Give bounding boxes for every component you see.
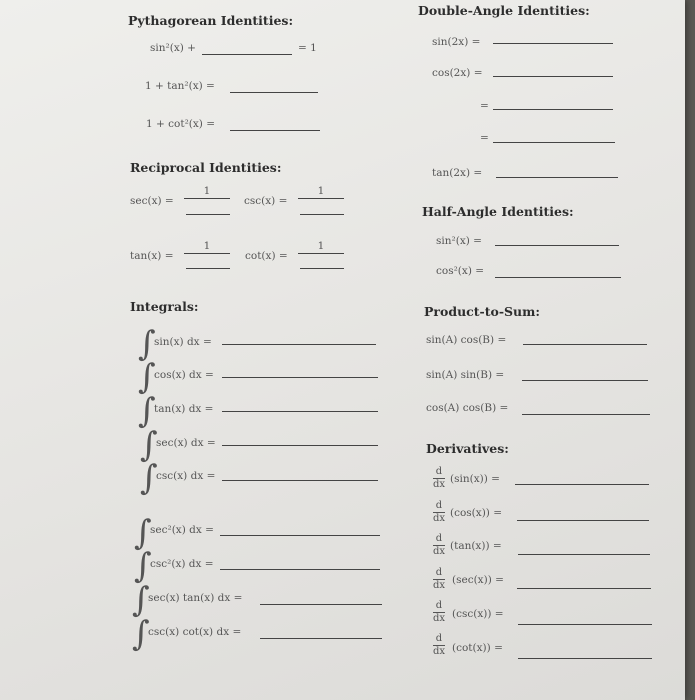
- reciprocal-tan-denominator-blank[interactable]: [186, 268, 230, 269]
- reciprocal-cot-numerator: 1: [298, 240, 344, 254]
- derivative-d: d: [433, 633, 445, 646]
- half-angle-sin-label: sin²(x) =: [436, 235, 482, 247]
- derivative-dx: dx: [433, 479, 446, 490]
- integral-tan-blank[interactable]: [222, 411, 378, 412]
- product-sin-sin-blank[interactable]: [522, 380, 648, 381]
- derivative-operator: [433, 466, 445, 491]
- derivatives-heading: Derivatives:: [426, 441, 509, 456]
- double-angle-sin-blank[interactable]: [493, 43, 613, 44]
- derivative-d: d: [433, 567, 445, 580]
- pythagorean-tan-blank[interactable]: [230, 92, 318, 93]
- reciprocal-sec-fraction: [184, 185, 230, 199]
- integral-sec-squared-label: sec²(x) dx =: [150, 524, 214, 536]
- integral-sec-label: sec(x) dx =: [156, 437, 216, 449]
- product-cos-cos-blank[interactable]: [522, 414, 650, 415]
- derivative-dx: dx: [433, 546, 446, 557]
- integral-cos-label: cos(x) dx =: [154, 369, 214, 381]
- integral-sign-icon: ∫: [140, 458, 158, 498]
- double-angle-cos-alt1-equals: =: [480, 100, 489, 112]
- derivative-tan-label: (tan(x)) =: [450, 540, 502, 552]
- reciprocal-tan-numerator: 1: [184, 240, 230, 254]
- derivative-operator: [433, 567, 445, 592]
- integral-sign-icon: ∫: [132, 614, 150, 654]
- derivative-cos-label: (cos(x)) =: [450, 507, 503, 519]
- derivative-cos-blank[interactable]: [517, 520, 649, 521]
- half-angle-sin-blank[interactable]: [495, 245, 619, 246]
- derivative-operator: [433, 633, 445, 658]
- integral-sign-icon: ∫: [134, 513, 152, 553]
- pythagorean-tan-label: 1 + tan²(x) =: [145, 80, 215, 92]
- reciprocal-tan-fraction: [184, 240, 230, 254]
- derivative-csc-blank[interactable]: [518, 624, 652, 625]
- integral-sign-icon: ∫: [138, 324, 156, 364]
- double-angle-cos-label: cos(2x) =: [432, 67, 483, 79]
- reciprocal-csc-label: csc(x) =: [244, 195, 288, 207]
- reciprocal-csc-fraction: [298, 185, 344, 199]
- double-angle-heading: Double-Angle Identities:: [418, 3, 590, 18]
- derivative-cot-label: (cot(x)) =: [452, 642, 503, 654]
- half-angle-heading: Half-Angle Identities:: [422, 204, 574, 219]
- double-angle-cos-alt1-blank[interactable]: [493, 109, 613, 110]
- derivative-sin-blank[interactable]: [515, 484, 649, 485]
- integral-sign-icon: ∫: [138, 391, 156, 431]
- integral-csc-cot-label: csc(x) cot(x) dx =: [148, 626, 242, 638]
- derivative-d: d: [433, 600, 445, 613]
- pythagorean-heading: Pythagorean Identities:: [128, 13, 294, 28]
- derivative-sin-label: (sin(x)) =: [450, 473, 500, 485]
- integral-tan-label: tan(x) dx =: [154, 403, 214, 415]
- integrals-heading: Integrals:: [130, 299, 199, 314]
- integral-csc-blank[interactable]: [222, 480, 378, 481]
- reciprocal-sec-numerator: 1: [184, 185, 230, 199]
- integral-sign-icon: ∫: [132, 580, 150, 620]
- pythagorean-cot-blank[interactable]: [230, 130, 320, 131]
- reciprocal-cot-denominator-blank[interactable]: [300, 268, 344, 269]
- product-to-sum-heading: Product-to-Sum:: [424, 304, 540, 319]
- derivative-operator: [433, 500, 445, 525]
- reciprocal-tan-label: tan(x) =: [130, 250, 174, 262]
- integral-sign-icon: ∫: [134, 546, 152, 586]
- reciprocal-csc-numerator: 1: [298, 185, 344, 199]
- integral-csc-squared-blank[interactable]: [220, 569, 380, 570]
- derivative-dx: dx: [433, 580, 446, 591]
- integral-sin-blank[interactable]: [222, 344, 376, 345]
- half-angle-cos-blank[interactable]: [495, 277, 621, 278]
- derivative-d: d: [433, 466, 445, 479]
- integral-sign-icon: ∫: [140, 425, 158, 465]
- derivative-d: d: [433, 500, 445, 513]
- product-sin-sin-label: sin(A) sin(B) =: [426, 369, 505, 381]
- reciprocal-csc-denominator-blank[interactable]: [300, 214, 344, 215]
- derivative-d: d: [433, 533, 445, 546]
- derivative-dx: dx: [433, 513, 446, 524]
- derivative-csc-label: (csc(x)) =: [452, 608, 504, 620]
- integral-cos-blank[interactable]: [222, 377, 378, 378]
- integral-sin-label: sin(x) dx =: [154, 336, 212, 348]
- double-angle-cos-alt2-blank[interactable]: [493, 142, 615, 143]
- product-sin-cos-blank[interactable]: [523, 344, 647, 345]
- integral-csc-label: csc(x) dx =: [156, 470, 216, 482]
- reciprocal-heading: Reciprocal Identities:: [130, 160, 282, 175]
- integral-sec-tan-blank[interactable]: [260, 604, 382, 605]
- integral-sec-blank[interactable]: [222, 445, 378, 446]
- product-cos-cos-label: cos(A) cos(B) =: [426, 402, 509, 414]
- reciprocal-cot-label: cot(x) =: [245, 250, 288, 262]
- derivative-operator: [433, 600, 445, 625]
- reciprocal-sec-label: sec(x) =: [130, 195, 174, 207]
- integral-sec-tan-label: sec(x) tan(x) dx =: [148, 592, 243, 604]
- double-angle-tan-label: tan(2x) =: [432, 167, 483, 179]
- derivative-dx: dx: [433, 646, 446, 657]
- double-angle-cos-alt2-equals: =: [480, 132, 489, 144]
- derivative-cot-blank[interactable]: [518, 658, 652, 659]
- integral-csc-cot-blank[interactable]: [260, 638, 382, 639]
- integral-csc-squared-label: csc²(x) dx =: [150, 558, 214, 570]
- pythagorean-cot-label: 1 + cot²(x) =: [146, 118, 216, 130]
- derivative-operator: [433, 533, 445, 558]
- derivative-dx: dx: [433, 613, 446, 624]
- derivative-sec-blank[interactable]: [517, 588, 651, 589]
- reciprocal-cot-fraction: [298, 240, 344, 254]
- product-sin-cos-label: sin(A) cos(B) =: [426, 334, 507, 346]
- half-angle-cos-label: cos²(x) =: [436, 265, 485, 277]
- derivative-tan-blank[interactable]: [518, 554, 650, 555]
- pythagorean-sin-blank[interactable]: [202, 54, 292, 55]
- integral-sec-squared-blank[interactable]: [220, 535, 380, 536]
- integral-sign-icon: ∫: [138, 357, 156, 397]
- derivative-sec-label: (sec(x)) =: [452, 574, 504, 586]
- pythagorean-sin-equals-one: = 1: [298, 42, 317, 54]
- reciprocal-sec-denominator-blank[interactable]: [186, 214, 230, 215]
- pythagorean-sin-label: sin²(x) +: [150, 42, 196, 54]
- double-angle-tan-blank[interactable]: [496, 177, 618, 178]
- double-angle-cos-blank[interactable]: [493, 76, 613, 77]
- double-angle-sin-label: sin(2x) =: [432, 36, 481, 48]
